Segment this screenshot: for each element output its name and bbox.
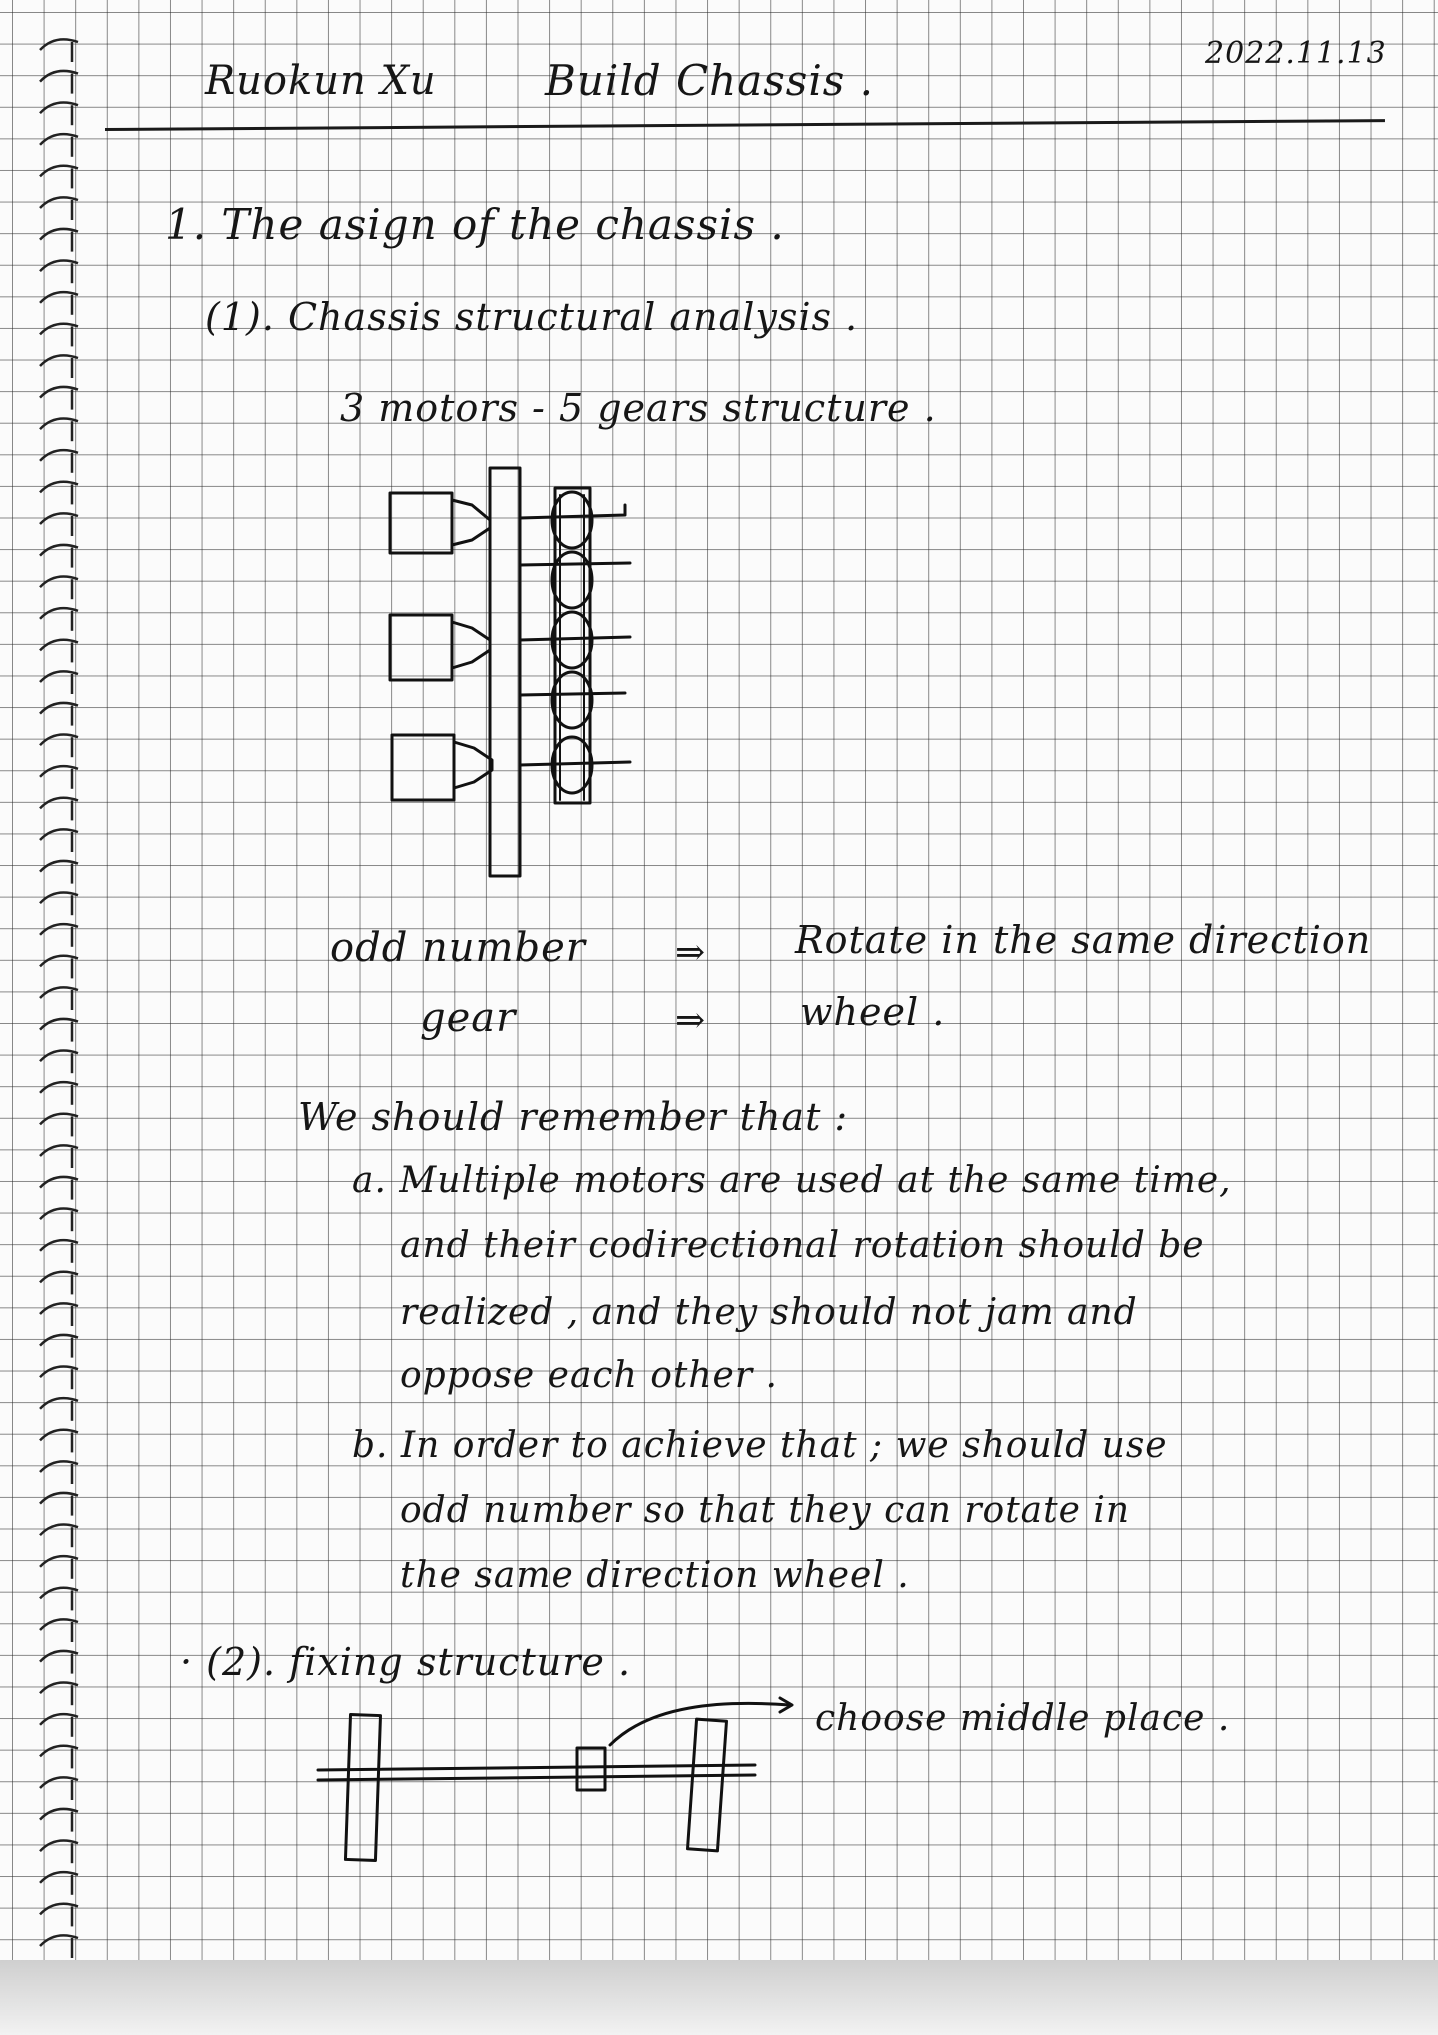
section-heading: 1. The asign of the chassis . [165, 200, 785, 249]
point-b-line-2: odd number so that they can rotate in [400, 1490, 1131, 1531]
point-b-line-1: b. In order to achieve that ; we should use [352, 1425, 1168, 1466]
point-a-line-3: realized , and they should not jam and [400, 1292, 1138, 1333]
annotation-arrow [610, 1703, 790, 1745]
subsection-heading-2: · (2). fixing structure . [180, 1640, 632, 1684]
axle [318, 1765, 755, 1780]
point-a-line-4: oppose each other . [400, 1355, 778, 1396]
implies-arrow-2: ⇒ [675, 1000, 707, 1041]
page-title: Build Chassis . [545, 56, 875, 105]
author-name: Ruokun Xu [205, 58, 437, 104]
rotate-same-direction: Rotate in the same direction [795, 918, 1372, 962]
implies-arrow-1: ⇒ [675, 932, 707, 973]
right-wheel [688, 1719, 727, 1851]
point-b-line-3: the same direction wheel . [400, 1555, 910, 1596]
gear-label: gear [420, 995, 517, 1041]
wheel-label: wheel . [800, 990, 946, 1034]
point-a-line-2: and their codirectional rotation should be [400, 1225, 1205, 1266]
middle-mount [577, 1748, 605, 1790]
odd-number-label: odd number [330, 925, 586, 971]
subsection-heading-1: (1). Chassis structural analysis . [205, 295, 859, 339]
page-date: 2022.11.13 [1205, 36, 1387, 71]
point-a-line-1: a. Multiple motors are used at the same time, [352, 1160, 1232, 1201]
remember-intro: We should remember that : [298, 1095, 849, 1139]
left-wheel [345, 1715, 380, 1861]
diagram-caption: 3 motors - 5 gears structure . [340, 386, 937, 430]
choose-middle-annotation: choose middle place . [815, 1698, 1231, 1739]
